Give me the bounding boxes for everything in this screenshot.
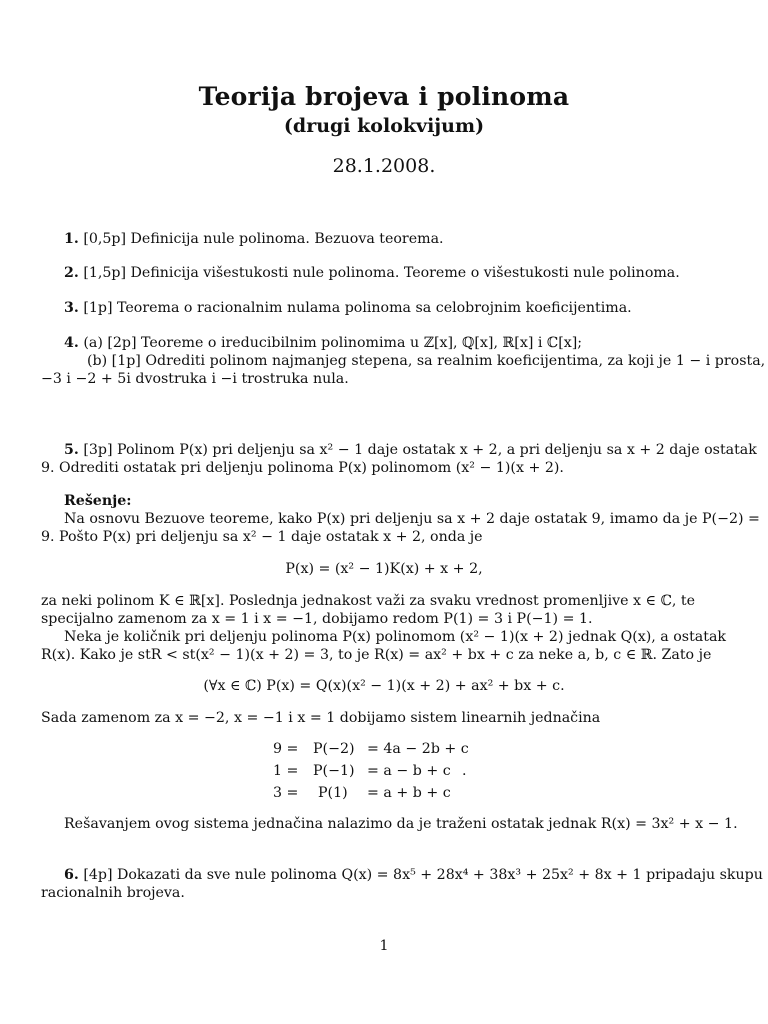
- system-mid: P(−2): [313, 741, 355, 757]
- problem-4a: [64, 334, 724, 352]
- system-lhs: 9 =: [273, 741, 299, 757]
- problem-5-line1: [64, 441, 757, 459]
- solution-conclusion: Rešavanjem ovog sistema jednačina nalazimo da je traženi ostatak jednak R(x) = 3x² + x − 1.: [64, 816, 738, 832]
- solution-line: za neki polinom K ∈ ℝ[x]. Poslednja jednakost važi za svaku vrednost promenljive x ∈ ℂ, te: [41, 593, 695, 609]
- page-subtitle: (drugi kolokvijum): [283, 115, 485, 137]
- problem-4b-line2: −3 i −2 + 5i dvostruka i −i trostruka nula.: [41, 371, 349, 387]
- problem-3: [64, 299, 724, 317]
- solution-line: 9. Pošto P(x) pri deljenju sa x² − 1 daje ostatak x + 2, onda je: [41, 529, 483, 545]
- system-lhs: 3 =: [273, 785, 299, 801]
- equation-1: P(x) = (x² − 1)K(x) + x + 2,: [285, 561, 483, 577]
- page-title: Teorija brojeva i polinoma: [198, 82, 570, 111]
- system-mid: P(1): [318, 785, 348, 801]
- problem-text: [1p] Teorema o racionalnim nulama polinoma sa celobrojnim koeficijentima.: [83, 300, 632, 316]
- solution-line: Sada zamenom za x = −2, x = −1 i x = 1 dobijamo sistem linearnih jednačina: [41, 710, 601, 726]
- system-rhs: = 4a − 2b + c: [367, 741, 469, 757]
- problem-text: [0,5p] Definicija nule polinoma. Bezuova teorema.: [83, 231, 444, 247]
- problem-number: 3.: [64, 300, 79, 316]
- problem-text: [4p] Dokazati da sve nule polinoma Q(x) = 8x⁵ + 28x⁴ + 38x³ + 25x² + 8x + 1 pripadaju skupu: [83, 867, 763, 883]
- problem-4b-line1: (b) [1p] Odrediti polinom najmanjeg stepena, sa realnim koeficijentima, za koji je 1 − i prosta,: [87, 353, 766, 369]
- solution-line: Na osnovu Bezuove teoreme, kako P(x) pri deljenju sa x + 2 daje ostatak 9, imamo da je P(−2) =: [64, 511, 760, 527]
- problem-number: 5.: [64, 442, 79, 458]
- problem-6-line1: [64, 866, 763, 884]
- solution-line: specijalno zamenom za x = 1 i x = −1, dobijamo redom P(1) = 3 i P(−1) = 1.: [41, 611, 593, 627]
- system-period: .: [462, 763, 467, 779]
- solution-line: R(x). Kako je stR < st(x² − 1)(x + 2) = 3, to je R(x) = ax² + bx + c za neke a, b, c ∈ ℝ. Zato je: [41, 647, 712, 663]
- exam-date: 28.1.2008.: [332, 155, 436, 177]
- problem-number: 6.: [64, 867, 79, 883]
- solution-line: Neka je količnik pri deljenju polinoma P(x) polinomom (x² − 1)(x + 2) jednak Q(x), a ostatak: [64, 629, 727, 645]
- solution-heading: Rešenje:: [64, 493, 132, 509]
- equation-2: (∀x ∈ ℂ) P(x) = Q(x)(x² − 1)(x + 2) + ax² + bx + c.: [203, 678, 565, 694]
- page-number: 1: [379, 938, 389, 954]
- problem-text: (a) [2p] Teoreme o ireducibilnim polinomima u ℤ[x], ℚ[x], ℝ[x] i ℂ[x];: [83, 335, 583, 351]
- problem-number: 2.: [64, 265, 79, 281]
- problem-text: [1,5p] Definicija višestukosti nule polinoma. Teoreme o višestukosti nule polinoma.: [83, 265, 680, 281]
- system-mid: P(−1): [313, 763, 355, 779]
- problem-number: 1.: [64, 231, 79, 247]
- system-lhs: 1 =: [273, 763, 299, 779]
- problem-number: 4.: [64, 335, 79, 351]
- system-rhs: = a + b + c: [367, 785, 451, 801]
- problem-6-line2: racionalnih brojeva.: [41, 885, 185, 901]
- problem-2: [64, 264, 724, 282]
- problem-1: [64, 230, 724, 248]
- problem-text: [3p] Polinom P(x) pri deljenju sa x² − 1 daje ostatak x + 2, a pri deljenju sa x + 2 daje ostatak: [83, 442, 757, 458]
- problem-5-line2: 9. Odrediti ostatak pri deljenju polinoma P(x) polinomom (x² − 1)(x + 2).: [41, 460, 564, 476]
- system-rhs: = a − b + c: [367, 763, 451, 779]
